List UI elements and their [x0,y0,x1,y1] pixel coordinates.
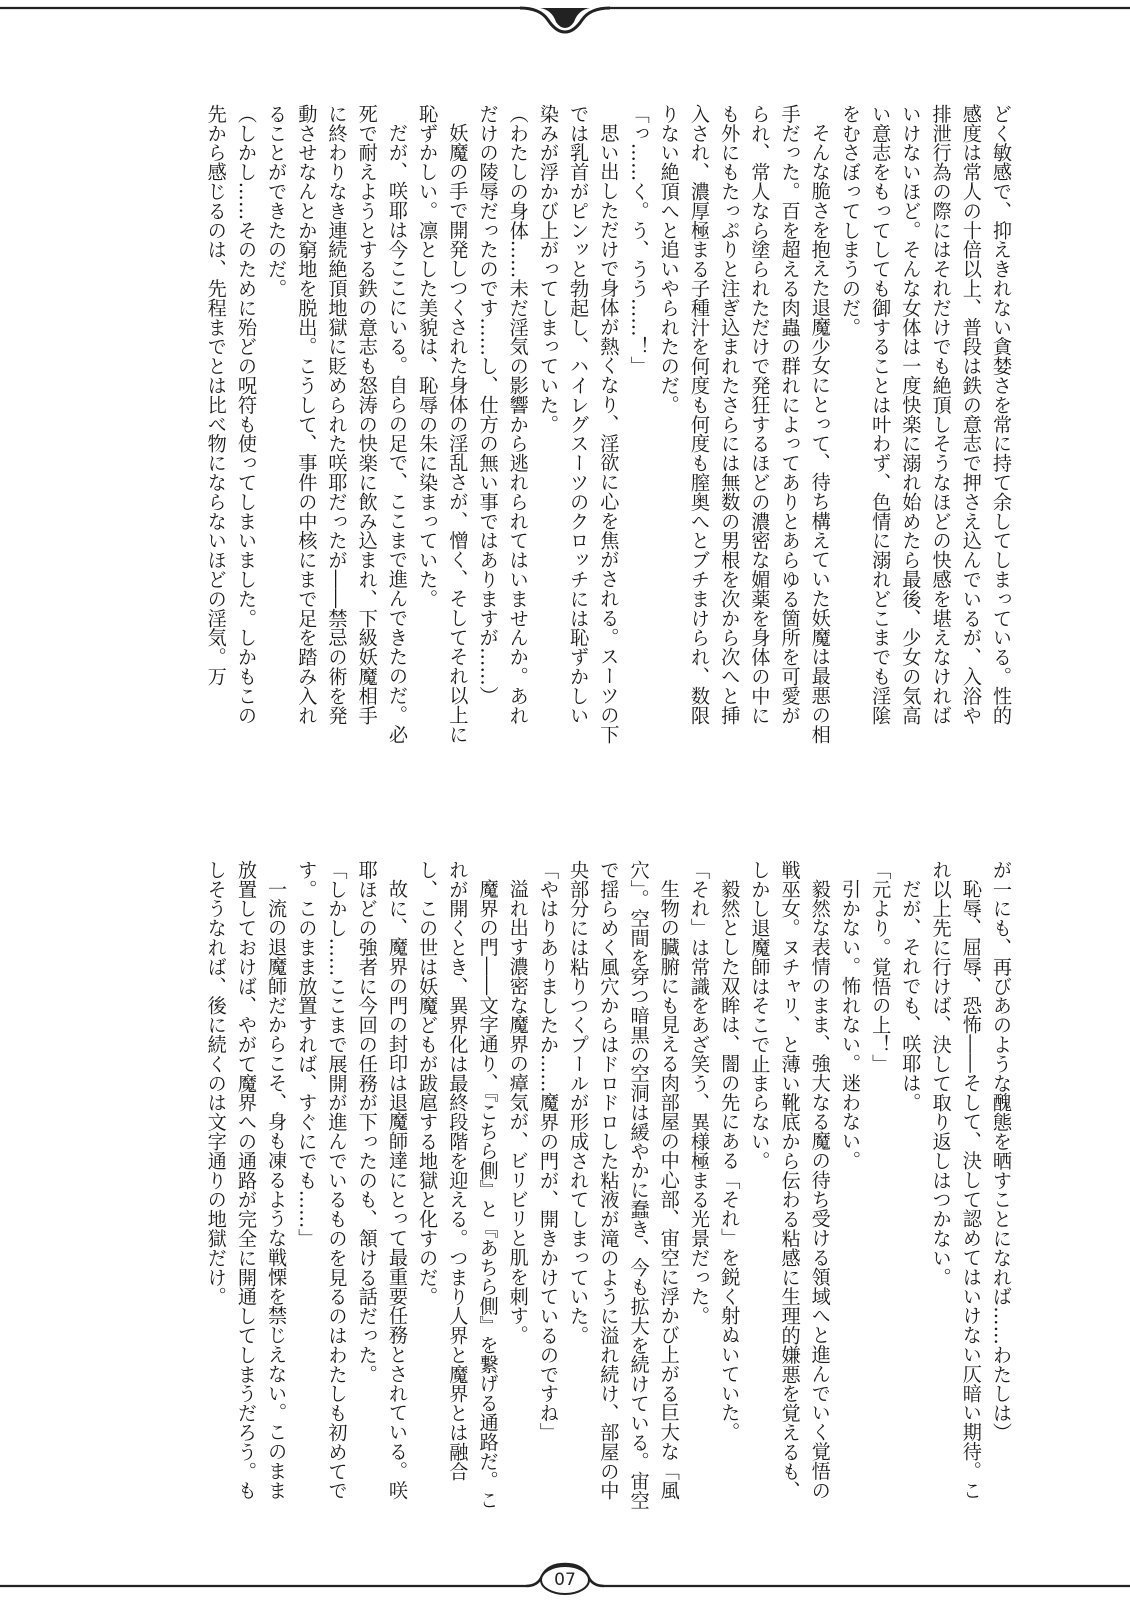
lower-paragraph-15: 一流の退魔師だからこそ、身も凍るような戦慄を禁じえない。このまま放置しておけば、やがて魔界への通路が完全に開通してしまうだろう。もしそうなれば、後に続くのは文字通りの地獄だけ。 [204,860,289,1501]
upper-text-block [126,104,1016,744]
lower-paragraph-6: 毅然な表情のまま、強大なる魔の待ち受ける領域へと進んでいく覚悟の戦巫女。ヌチャリ、と薄い靴底から伝わる粘感に生理的嫌悪を覚えるも、しかし退魔師はそこで止まらない。 [748,860,832,1501]
upper-paragraph-2: そんな脆さを抱えた退魔少女にとって、待ち構えていた妖魔は最悪の相手だった。百を超える肉蟲の群れによってありとあらゆる箇所を可愛がられ、常人なら塗られただけで発狂するほどの濃密な媚薬を身体の中にも外にもたっぷりと注ぎ込まれたさらには無数の男根を次から次へと挿入され、濃厚極まる子種汁を何度も何度も膣奥へとブチまけられ、数限りない絶頂へと追いやられたのだ。 [657,104,832,744]
lower-paragraph-4: 「元より。覚悟の上！」 [869,860,893,1074]
lower-paragraph-10: 「やはりありましたか……魔界の門が、開きかけているのですね」 [536,860,560,1442]
upper-paragraph-6: 妖魔の手で開発しつくされた身体の淫乱さが、憎く、そしてそれ以上に恥ずかしい。凛とした美貌は、恥辱の朱に染まっていた。 [416,104,470,744]
lower-paragraph-8: 「それ」は常識をあざ笑う、異様極まる光景だった。 [687,860,711,1326]
upper-paragraph-4: 思い出しただけで身体が熱くなり、淫欲に心を焦がされる。スーツの下では乳首がピンッと勃起し、ハイレグスーツのクロッチには恥ずかしい染みが浮かび上がってしまっていた。 [536,104,621,744]
lower-paragraph-7: 毅然とした双眸は、闇の先にある「それ」を鋭く射ぬいていた。 [718,879,742,1442]
lower-paragraph-5: 引かない。怖れない。迷わない。 [838,879,862,1171]
lower-text-block [126,860,1016,1510]
lower-paragraph-13: 故に、魔界の門の封印は退魔師達にとって最重要任務とされている。咲耶ほどの強者に今回の任務が下ったのも、頷ける話だった。 [355,860,409,1500]
lower-paragraph-9: 生物の臓腑にも見える肉部屋の中心部、宙空に浮かび上がる巨大な「風穴」。空間を穿つ暗黒の空洞は緩やかに蠢き、今も拡大を続けている。宙空で揺らめく風穴からはドロドロした粘液が滝のように溢れ続け、部屋の中央部分には粘りつくプールが形成されてしまっていた。 [567,860,681,1510]
lower-paragraph-14: 「しかし……ここまで展開が進んでいるものを見るのはわたしも初めてです。このまま放置すれば、すぐにでも……」 [295,860,349,1501]
lower-paragraph-2: 恥辱、屈辱、恐怖――そして、決して認めてはいけない仄暗い期待。これ以上先に行けば、決して取り返しはつかない。 [929,860,983,1500]
upper-paragraph-1: どく敏感で、抑えきれない貪婪さを常に持て余してしまっている。性的感度は常人の十倍以上、普段は鉄の意志で押さえ込んでいるが、入浴や排泄行為の際にはそれだけでも絶頂しそうなほどの快感を堪えなければいけないほど。そんな女体は一度快楽に溺れ始めたら最後、少女の気高い意志をもってしても御することは叶わず、色情に溺れどこまでも淫隂をむさぼってしまうのだ。 [838,104,1013,725]
lower-paragraph-11: 溢れ出す濃密な魔界の瘴気が、ビリビリと肌を刺す。 [506,879,530,1345]
lower-paragraph-1: が一にも、再びあのような醜態を晒すことになれば……わたしは） [990,860,1013,1442]
upper-paragraph-5: （わたしの身体……未だ淫気の影響から逃れられてはいませんか。あれだけの陵辱だったのです……し、仕方の無い事ではありますが……） [476,104,530,725]
upper-paragraph-3: 「っ……く。う、うう……！」 [627,104,651,376]
top-decorative-rule [0,0,1130,44]
lower-paragraph-12: 魔界の門――文字通り、『こちら側』と『あちら側』を繋げる通路だ。これが開くとき、異界化は最終段階を迎える。つまり人界と魔界とは融合し、この世は妖魔どもが跋扈する地獄と化すのだ。 [416,860,500,1510]
lower-paragraph-3: だが、それでも、咲耶は。 [899,879,923,1112]
upper-paragraph-7: だが、咲耶は今ここにいる。自らの足で、ここまで進んできたのだ。必死で耐えようとする鉄の意志も怒涛の快楽に飲み込まれ、下級妖魔相手に終わりなき連続絶頂地獄に貶められた咲耶だったが――禁忌の術を発動させなんとか窮地を脱出。こうして、事件の中核にまで足を踏み入れることができたのだ。 [265,104,409,744]
page-number: 07 [554,1570,576,1590]
upper-paragraph-8: （しかし……そのために殆どの呪符も使ってしまいました。しかもこの先から感じるのは、先程までとは比べ物にならないほどの淫気。万 [204,104,258,725]
